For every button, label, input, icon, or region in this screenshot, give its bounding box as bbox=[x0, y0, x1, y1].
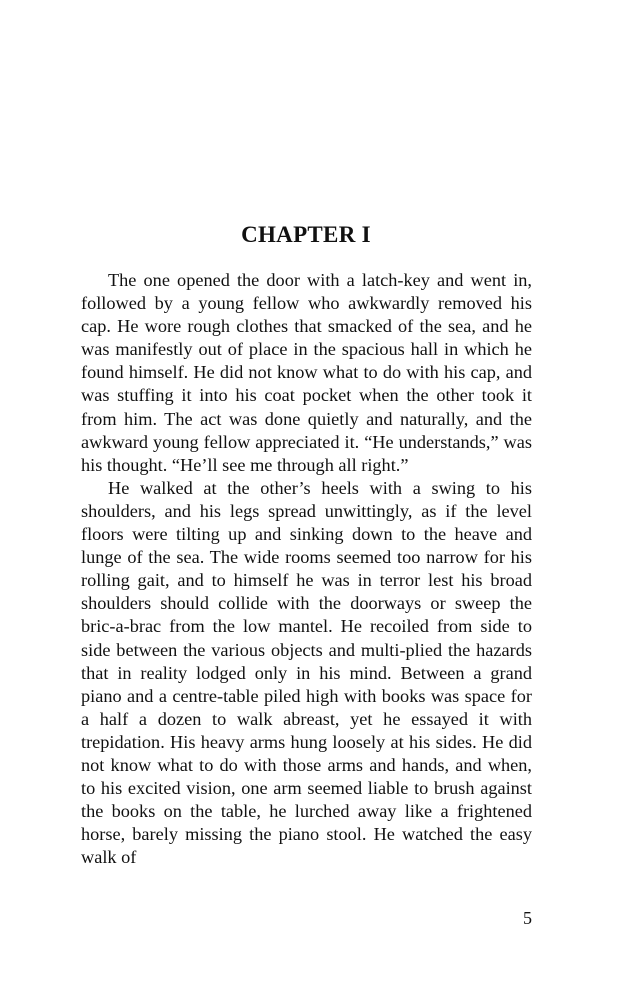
paragraph-2: He walked at the other’s heels with a swing to his shoulders, and his legs spread unwittingly, as if the level floors were tilting up and sinking down to the heave and lunge of the sea. The wide rooms seemed too narrow for his rolling gait, and to himself he was in terror lest his broad shoulders should collide with the doorways or sweep the bric-a-brac from the low mantel. He recoiled from side to side between the various objects and multi-plied the hazards that in reality lodged only in his mind. Between a grand piano and a centre-table piled high with books was space for a half a dozen to walk abreast, yet he essayed it with trepidation. His heavy arms hung loosely at his sides. He did not know what to do with those arms and hands, and when, to his excited vision, one arm seemed liable to brush against the books on the table, he lurched away like a frightened horse, barely missing the piano stool. He watched the easy walk of bbox=[81, 477, 532, 868]
chapter-body bbox=[81, 269, 532, 869]
paragraph-1: The one opened the door with a latch-key and went in, followed by a young fellow who awkwardly removed his cap. He wore rough clothes that smacked of the sea, and he was manifestly out of place in the spacious hall in which he found himself. He did not know what to do with his cap, and was stuffing it into his coat pocket when the other took it from him. The act was done quietly and naturally, and the awkward young fellow appreciated it. “He understands,” was his thought. “He’ll see me through all right.” bbox=[81, 270, 532, 475]
chapter-title: CHAPTER I bbox=[241, 222, 371, 247]
page-number: 5 bbox=[523, 908, 532, 928]
